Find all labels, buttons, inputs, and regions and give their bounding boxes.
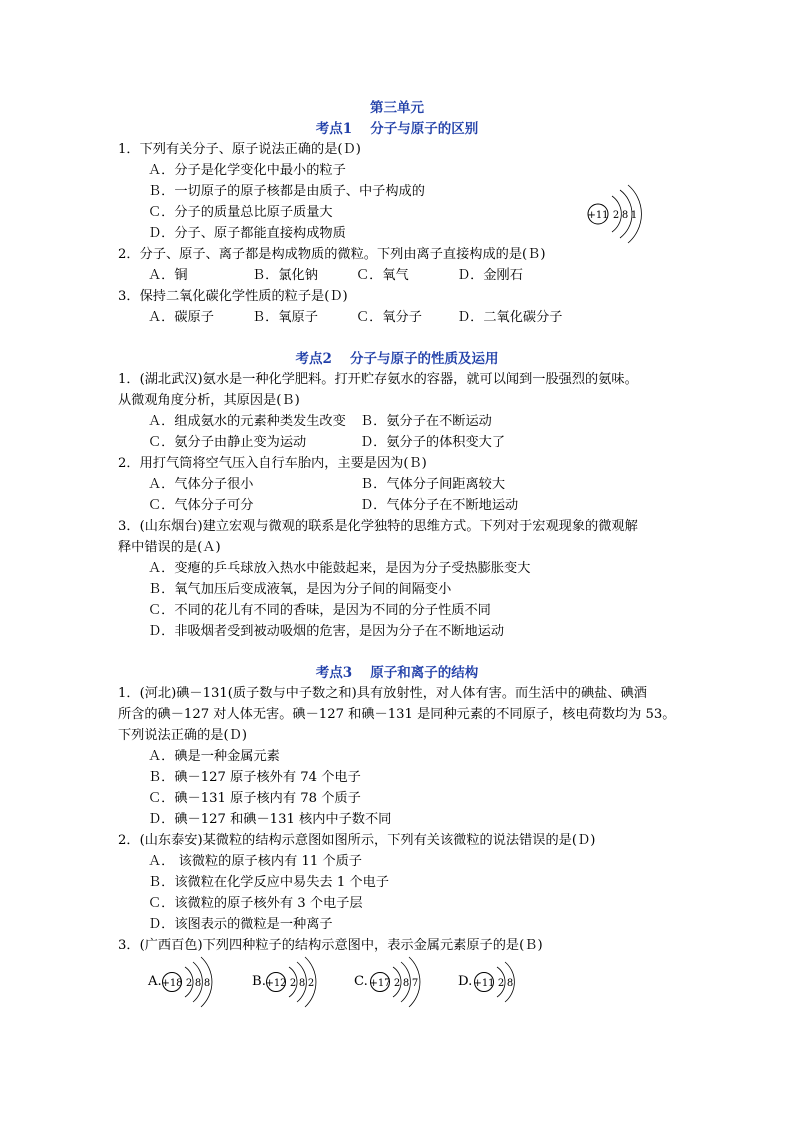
nucleus-charge: +17 xyxy=(369,978,391,989)
atom-structure-diagram-b xyxy=(262,955,334,1011)
option: Ａ．碳原子 xyxy=(148,310,214,325)
option: Ｃ．分子的质量总比原子质量大 xyxy=(148,205,333,220)
option: Ａ．铜 xyxy=(148,268,188,283)
question-stem: 1．(河北)碘－131(质子数与中子数之和)具有放射性，对人体有害。而生活中的碘盐、碘酒 xyxy=(118,686,647,701)
shell-electrons: 8 xyxy=(203,978,211,989)
option: Ａ．变瘪的乒乓球放入热水中能鼓起来，是因为分子受热膨胀变大 xyxy=(148,561,531,576)
diagram-option-label: A. xyxy=(148,974,162,989)
shell-electrons: 7 xyxy=(411,978,419,989)
section-2-label: 考点2 xyxy=(295,351,332,367)
option: Ｃ．氨分子由静止变为运动 xyxy=(148,435,307,450)
question-stem: 1．(湖北武汉)氨水是一种化学肥料。打开贮存氨水的容器，就可以闻到一股强烈的氨味。 xyxy=(118,372,638,387)
option: Ｄ．非吸烟者受到被动吸烟的危害，是因为分子在不断地运动 xyxy=(148,624,505,639)
question-stem: 2．分子、原子、离子都是构成物质的微粒。下列由离子直接构成的是(Ｂ) xyxy=(118,247,546,262)
nucleus-charge: +12 xyxy=(265,978,287,989)
option: Ｃ．碘－131 原子核内有 78 个质子 xyxy=(148,791,361,806)
diagram-option-label: C. xyxy=(354,974,368,989)
option: Ｂ．该微粒在化学反应中易失去 1 个电子 xyxy=(148,875,389,890)
option: Ｄ．分子、原子都能直接构成物质 xyxy=(148,226,346,241)
question-stem-cont: 从微观角度分析，其原因是(Ｂ) xyxy=(118,393,300,408)
shell-electrons: 8 xyxy=(621,210,629,221)
option: Ｄ．二氧化碳分子 xyxy=(457,310,563,325)
shell-electrons: 2 xyxy=(185,978,193,989)
section-3-title: 原子和离子的结构 xyxy=(370,665,479,681)
shell-electrons: 8 xyxy=(402,978,410,989)
section-1-label: 考点1 xyxy=(315,121,353,137)
option: Ｂ．氧原子 xyxy=(252,310,318,325)
question-stem: 2．(山东泰安)某微粒的结构示意图如图所示，下列有关该微粒的说法错误的是(Ｄ) xyxy=(118,833,596,848)
question-stem: 3．保持二氧化碳化学性质的粒子是(Ｄ) xyxy=(118,289,348,304)
shell-electrons: 8 xyxy=(194,978,202,989)
atom-structure-diagram-a xyxy=(158,955,230,1011)
shell-electrons: 2 xyxy=(289,978,297,989)
question-stem-cont: 释中错误的是(Ａ) xyxy=(118,540,221,555)
option: Ｄ．碘－127 和碘－131 核内中子数不同 xyxy=(148,812,392,827)
question-stem: 1．下列有关分子、原子说法正确的是(Ｄ) xyxy=(118,142,361,157)
option: Ｂ．氨分子在不断运动 xyxy=(360,414,492,429)
option: Ｄ．金刚石 xyxy=(457,268,523,283)
question-stem-cont: 下列说法正确的是(Ｄ) xyxy=(118,728,247,743)
section-3-label: 考点3 xyxy=(315,665,353,681)
option: Ａ．分子是化学变化中最小的粒子 xyxy=(148,163,346,178)
option: Ｂ．一切原子的原子核都是由质子、中子构成的 xyxy=(148,184,425,199)
section-1-title: 分子与原子的区别 xyxy=(370,121,479,137)
option: Ｄ．氨分子的体积变大了 xyxy=(360,435,506,450)
option: Ａ．碘是一种金属元素 xyxy=(148,749,280,764)
atom-structure-diagram-c xyxy=(366,955,438,1011)
shell-electrons: 2 xyxy=(393,978,401,989)
atom-structure-diagram-main xyxy=(582,180,654,244)
option: Ｃ．不同的花儿有不同的香味，是因为不同的分子性质不同 xyxy=(148,603,491,618)
atom-structure-diagram-d xyxy=(470,955,530,1011)
unit-title: 第三单元 xyxy=(370,100,424,116)
question-stem-cont: 所含的碘－127 对人体无害。碘－127 和碘－131 是同种元素的不同原子，核电荷数均为 53。 xyxy=(118,707,676,722)
shell-electrons: 2 xyxy=(307,978,315,989)
section-2-title: 分子与原子的性质及运用 xyxy=(349,351,499,367)
option: Ｃ．氧气 xyxy=(356,268,409,283)
shell-electrons: 8 xyxy=(298,978,306,989)
shell-electrons: 2 xyxy=(612,210,620,221)
shell-electrons: 8 xyxy=(506,978,514,989)
option: Ｂ．氧气加压后变成液氧，是因为分子间的间隔变小 xyxy=(148,582,452,597)
option: Ａ． 该微粒的原子核内有 11 个质子 xyxy=(148,854,362,869)
nucleus-charge: +11 xyxy=(587,210,609,221)
option: Ａ．组成氨水的元素种类发生改变 xyxy=(148,414,346,429)
option: Ｂ．气体分子间距离较大 xyxy=(360,477,506,492)
section-2-heading xyxy=(0,349,794,369)
option: Ｃ．氧分子 xyxy=(356,310,422,325)
question-stem: 3．(广西百色)下列四种粒子的结构示意图中，表示金属元素原子的是(Ｂ) xyxy=(118,938,543,953)
section-1-heading xyxy=(0,119,794,139)
nucleus-charge: +18 xyxy=(161,978,183,989)
nucleus-charge: +11 xyxy=(473,978,495,989)
option: Ｂ．氯化钠 xyxy=(252,268,318,283)
option: Ｄ．该图表示的微粒是一种离子 xyxy=(148,917,333,932)
option: Ｃ．气体分子可分 xyxy=(148,498,254,513)
option: Ｂ．碘－127 原子核外有 74 个电子 xyxy=(148,770,361,785)
question-stem: 3．(山东烟台)建立宏观与微观的联系是化学独特的思维方式。下列对于宏观现象的微观解 xyxy=(118,519,638,534)
diagram-option-label: D. xyxy=(458,974,473,989)
option: Ｄ．气体分子在不断地运动 xyxy=(360,498,519,513)
section-3-heading xyxy=(0,663,794,683)
question-stem: 2．用打气筒将空气压入自行车胎内，主要是因为(Ｂ) xyxy=(118,456,427,471)
option: Ａ．气体分子很小 xyxy=(148,477,254,492)
shell-electrons: 1 xyxy=(630,210,638,221)
option: Ｃ．该微粒的原子核外有 3 个电子层 xyxy=(148,896,363,911)
shell-electrons: 2 xyxy=(497,978,505,989)
diagram-option-label: B. xyxy=(252,974,266,989)
